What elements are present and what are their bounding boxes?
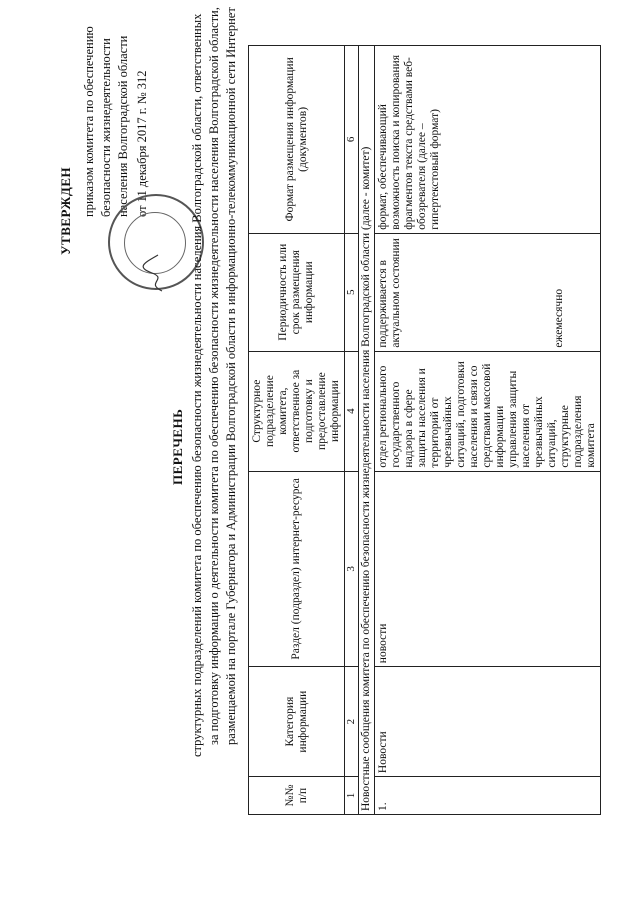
signature-icon bbox=[140, 253, 170, 293]
table-row bbox=[375, 46, 601, 815]
row-period-primary: поддерживается в актуальном состоянии bbox=[377, 238, 402, 348]
section-row bbox=[359, 46, 375, 815]
table-header-row bbox=[249, 46, 345, 815]
column-number-row bbox=[345, 46, 359, 815]
header-category: Категория информации bbox=[249, 667, 345, 777]
row-department-primary: отдел регионального государственного надзора в сфере защиты населения и территорий от чрезвычайных ситуаций, подготовки населения и связи со средствами массовой информации управления защиты населения от чрезвычайных ситуаций, bbox=[377, 361, 558, 468]
spacer bbox=[403, 237, 553, 348]
header-department: Структурное подразделение комитета, ответственное за подготовку и предоставление информации bbox=[249, 351, 345, 471]
column-number: 6 bbox=[345, 46, 359, 234]
approval-line-4: от 11 декабря 2017 г. № 312 bbox=[135, 70, 149, 217]
section-heading: Новостные сообщения комитета по обеспечению безопасности жизнедеятельности населения Волгоградской области (далее - комитет) bbox=[359, 46, 375, 815]
header-period: Периодичность или срок размещения информации bbox=[249, 233, 345, 351]
responsibility-table bbox=[248, 45, 601, 815]
approval-title: УТВЕРЖДЕН bbox=[58, 166, 73, 255]
row-section: новости bbox=[375, 471, 601, 667]
approval-line-1: приказом комитета по обеспечению bbox=[82, 26, 96, 217]
document-subtitle-1: структурных подразделений комитета по обеспечению безопасности жизнедеятельности населения Волгоградской области, ответственных bbox=[190, 13, 204, 757]
header-number: №№ п/п bbox=[249, 777, 345, 815]
header-format: Формат размещения информации (документов) bbox=[249, 46, 345, 234]
row-department-secondary: структурные подразделения комитета bbox=[559, 395, 597, 468]
column-number: 5 bbox=[345, 233, 359, 351]
header-section: Раздел (подраздел) интернет-ресурса bbox=[249, 471, 345, 667]
column-number: 1 bbox=[345, 777, 359, 815]
document-subtitle-2: за подготовку информации о деятельности комитета по обеспечению безопасности жизнедеятельности населения Волгоградской области, bbox=[207, 7, 221, 745]
row-department bbox=[375, 351, 601, 471]
column-number: 3 bbox=[345, 471, 359, 667]
column-number: 4 bbox=[345, 351, 359, 471]
approval-line-2: безопасности жизнедеятельности bbox=[99, 38, 113, 217]
document-subtitle-3: размещаемой на портале Губернатора и Администрации Волгоградской области в информационно-телекоммуникационной сети Интернет bbox=[224, 7, 238, 745]
row-format: формат, обеспечивающий возможность поиска и копирования фрагментов текста средствами веб-обозревателя (далее – гипертекстовый формат) bbox=[375, 46, 601, 234]
approval-line-3: населения Волгоградской области bbox=[116, 35, 130, 217]
document-title: ПЕРЕЧЕНЬ bbox=[170, 408, 185, 485]
column-number: 2 bbox=[345, 667, 359, 777]
row-period bbox=[375, 233, 601, 351]
row-period-secondary: ежемесячно bbox=[553, 288, 565, 348]
row-category: Новости bbox=[375, 667, 601, 777]
row-number: 1. bbox=[375, 777, 601, 815]
